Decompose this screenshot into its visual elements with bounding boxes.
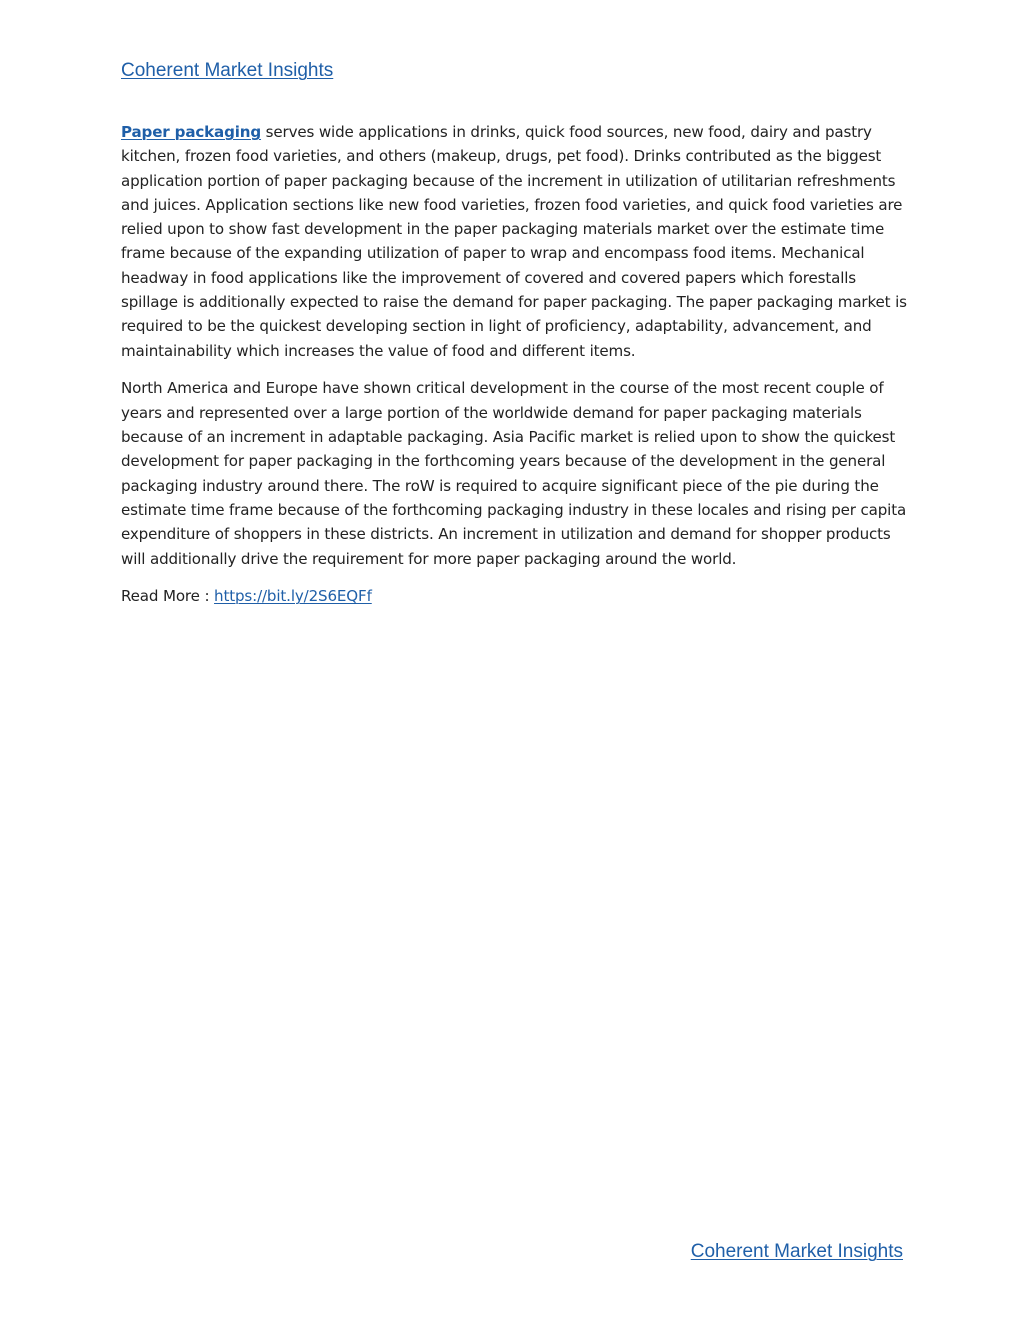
header-brand-link[interactable]: Coherent Market Insights <box>121 60 334 81</box>
read-more-label: Read More : <box>121 587 215 606</box>
read-more-line <box>121 584 911 608</box>
paper-packaging-link[interactable]: Paper packaging <box>121 123 262 141</box>
paragraph-regions: North America and Europe have shown critical development in the course of the most recent couple of years and represented over a large portion of the worldwide demand for paper packaging materials because of an increment in adaptable packaging. Asia Pacific market is relied upon to show the quickest development for paper packaging in the forthcoming years because of the development in the general packaging industry around there. The roW is required to acquire significant piece of the pie during the estimate time frame because of the forthcoming packaging industry in these locales and rising per capita expenditure of shoppers in these districts. An increment in utilization and demand for shopper products will additionally drive the requirement for more paper packaging around the world. <box>121 379 907 568</box>
paragraph-applications-text: serves wide applications in drinks, quick food sources, new food, dairy and pastry kitchen, frozen food varieties, and others (makeup, drugs, pet food). Drinks contributed as the biggest application portion of paper packaging because of the increment in utilization of utilitarian refreshments and juices. Application sections like new food varieties, frozen food varieties, and quick food varieties are relied upon to show fast development in the paper packaging materials market over the estimate time frame because of the expanding utilization of paper to wrap and encompass food items. Mechanical headway in food applications like the improvement of covered and covered papers which forestalls spillage is additionally expected to raise the demand for paper packaging. The paper packaging market is required to be the quickest developing section in light of proficiency, adaptability, advancement, and maintainability which increases the value of food and different items. <box>121 123 907 360</box>
footer-brand-link[interactable]: Coherent Market Insights <box>690 1241 903 1262</box>
paragraph-applications <box>121 120 911 363</box>
read-more-link[interactable]: https://bit.ly/2S6EQFf <box>214 587 372 606</box>
article-body <box>121 120 911 622</box>
